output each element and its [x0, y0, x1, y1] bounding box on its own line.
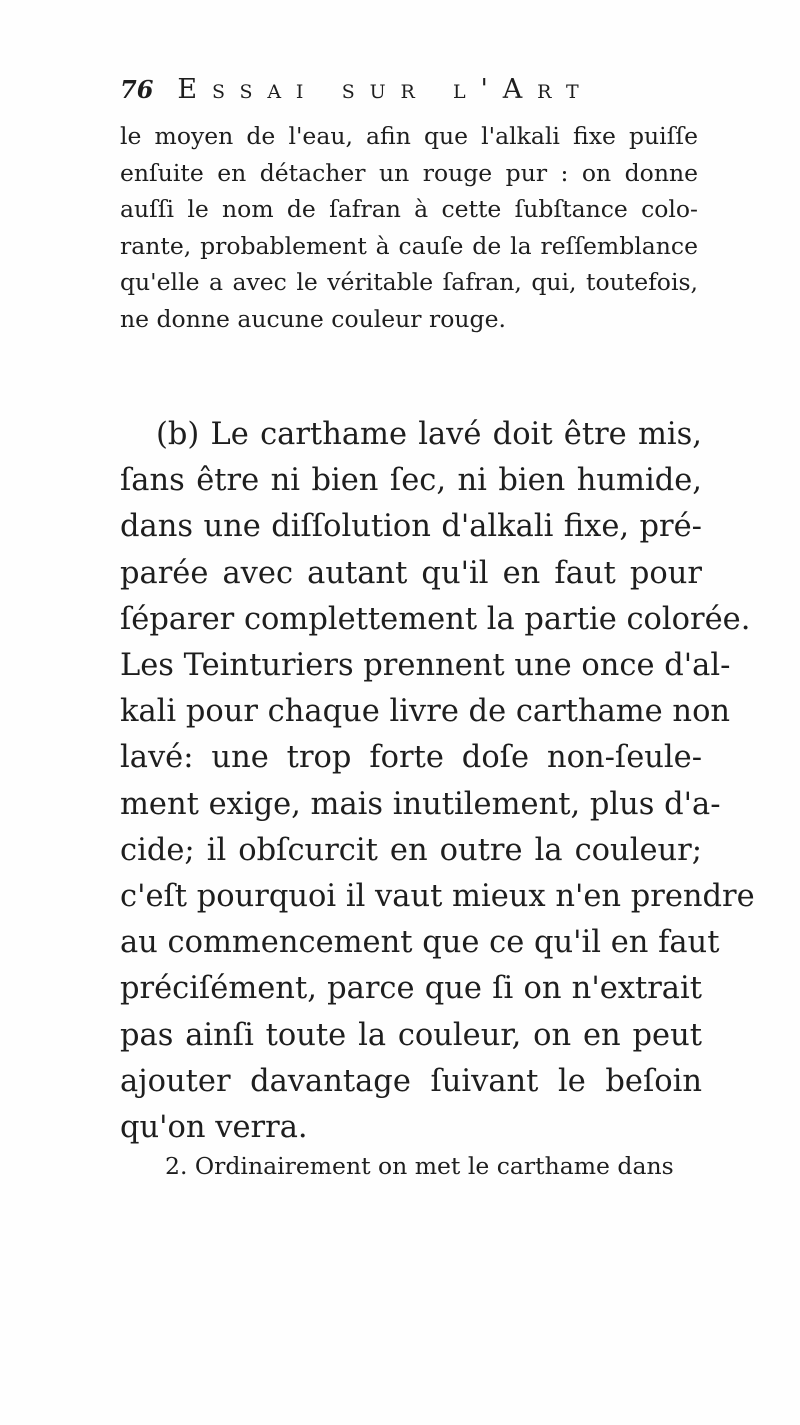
text-line: ment exige, mais inutilement, plus d'a-	[120, 786, 721, 822]
section-note: 2. Ordinairement on met le carthame dans	[165, 1152, 674, 1180]
text-line: kali pour chaque livre de carthame non	[120, 694, 731, 730]
text-line: ſans être ni bien ſec, ni bien humide,	[120, 463, 702, 499]
paragraph-small-type	[120, 118, 698, 337]
text-line: (b) Le carthame lavé doit être mis,	[156, 417, 702, 452]
text-line: le moyen de l'eau, afin que l'alkali fixe puiſſe	[120, 122, 698, 150]
running-title: Essai sur l'Art	[177, 74, 594, 105]
text-line: auſſi le nom de ſafran à cette ſubſtance colo-	[120, 195, 698, 223]
paragraph-large-type	[120, 412, 755, 1151]
text-line: préciſément, parce que ſi on n'extrait	[120, 971, 702, 1007]
text-line: ſéparer complettement la partie colorée.	[120, 601, 751, 637]
text-line: enſuite en détacher un rouge pur : on donne	[120, 158, 698, 187]
page-number: 76	[120, 75, 154, 104]
text-line: au commencement que ce qu'il en faut	[120, 925, 720, 961]
text-line: rante, probablement à cauſe de la reſſemblance	[120, 231, 698, 260]
text-line: qu'elle a avec le véritable ſafran, qui, toutefois,	[120, 268, 698, 296]
text-line: cide; il obſcurcit en outre la couleur;	[120, 832, 702, 868]
text-line: parée avec autant qu'il en faut pour	[120, 555, 702, 591]
page-header	[120, 70, 720, 110]
text-line: qu'on verra.	[120, 1110, 308, 1146]
text-line: c'eſt pourquoi il vaut mieux n'en prendre	[120, 879, 755, 915]
text-line: dans une diſſolution d'alkali fixe, pré-	[120, 509, 702, 545]
text-line: pas ainſi toute la couleur, on en peut	[120, 1017, 702, 1053]
text-line: lavé: une trop forte doſe non-ſeule-	[120, 740, 702, 776]
text-line: ajouter davantage ſuivant le beſoin	[120, 1063, 702, 1099]
text-line: ne donne aucune couleur rouge.	[120, 304, 506, 333]
text-line: Les Teinturiers prennent une once d'al-	[120, 648, 731, 684]
